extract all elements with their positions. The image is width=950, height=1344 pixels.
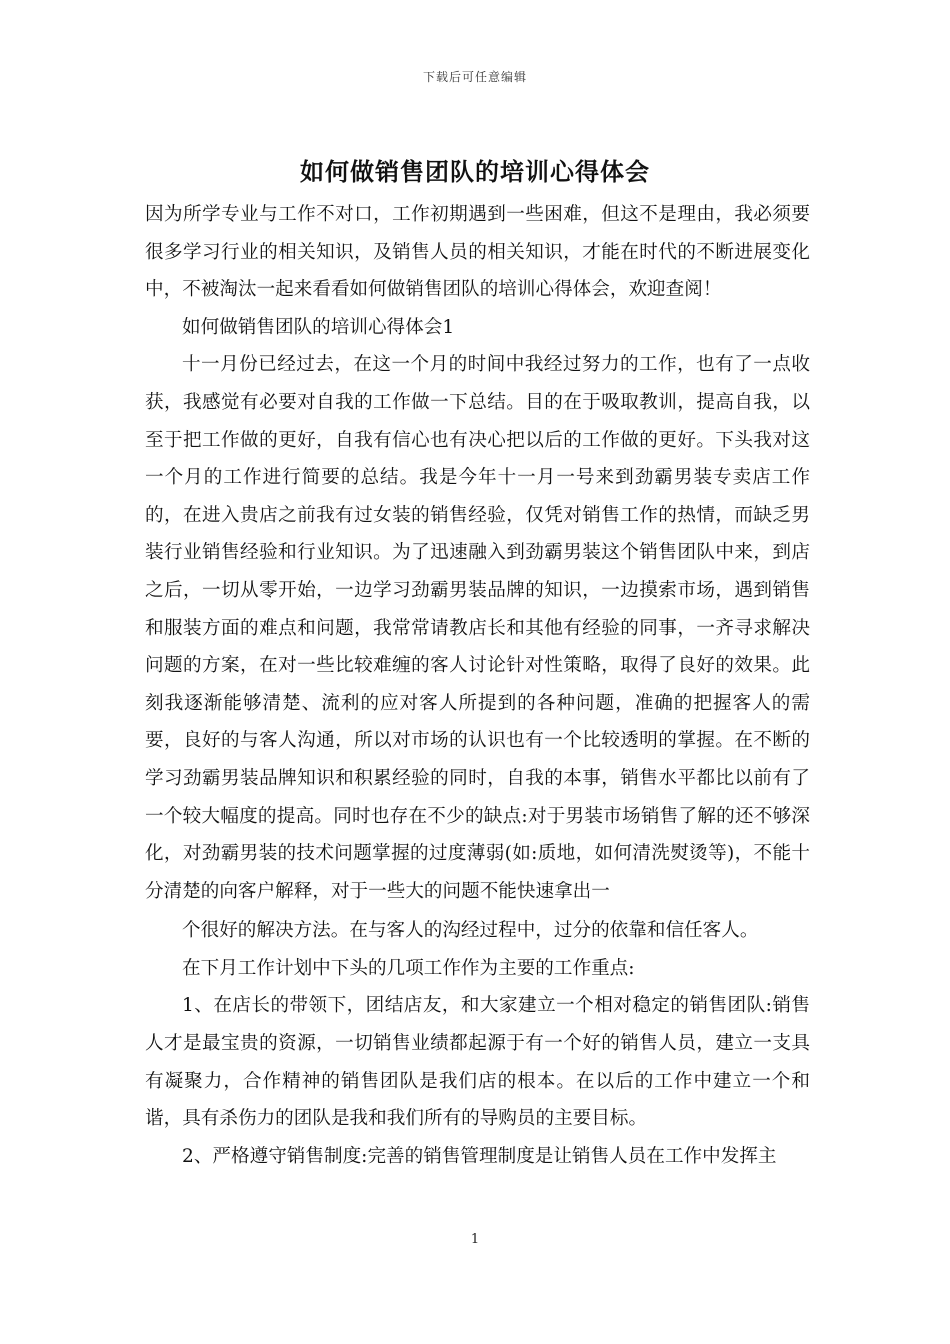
- body-paragraph: 1、在店长的带领下，团结店友，和大家建立一个相对稳定的销售团队:销售人才是最宝贵的资源，一切销售业绩都起源于有一个好的销售人员，建立一支具有凝聚力，合作精神的销售团队是我们店的根本。在以后的工作中建立一个和谐，具有杀伤力的团队是我和我们所有的导购员的主要目标。: [145, 995, 810, 1130]
- page-number: 1: [470, 1232, 480, 1247]
- document-title: 如何做销售团队的培训心得体会: [300, 157, 650, 186]
- body-paragraph: 2、严格遵守销售制度:完善的销售管理制度是让销售人员在工作中发挥主: [182, 1145, 777, 1167]
- section-heading: 如何做销售团队的培训心得体会1: [182, 316, 455, 338]
- header-note: 下载后可任意编辑: [422, 70, 527, 84]
- body-paragraph: 十一月份已经过去，在这一个月的时间中我经过努力的工作，也有了一点收获，我感觉有必要对自我的工作做一下总结。目的在于吸取教训，提高自我，以至于把工作做的更好，自我有信心也有决心把以后的工作做的更好。下头我对这一个月的工作进行简要的总结。我是今年十一月一号来到劲霸男装专卖店工作的，在进入贵店之前我有过女装的销售经验，仅凭对销售工作的热情，而缺乏男装行业销售经验和行业知识。为了迅速融入到劲霸男装这个销售团队中来，到店之后，一切从零开始，一边学习劲霸男装品牌的知识，一边摸索市场，遇到销售和服装方面的难点和问题，我常常请教店长和其他有经验的同事，一齐寻求解决问题的方案，在对一些比较难缠的客人讨论针对性策略，取得了良好的效果。此刻我逐渐能够清楚、流利的应对客人所提到的各种问题，准确的把握客人的需要，良好的与客人沟通，所以对市场的认识也有一个比较透明的掌握。在不断的学习劲霸男装品牌知识和积累经验的同时，自我的本事，销售水平都比以前有了一个较大幅度的提高。同时也存在不少的缺点:对于男装市场销售了解的还不够深化，对劲霸男装的技术问题掌握的过度薄弱(如:质地，如何清洗熨烫等)，不能十分清楚的向客户解释，对于一些大的问题不能快速拿出一: [145, 354, 810, 902]
- body-paragraph: 在下月工作计划中下头的几项工作作为主要的工作重点:: [182, 957, 635, 979]
- body-paragraph: 个很好的解决方法。在与客人的沟经过程中，过分的依靠和信任客人。: [182, 920, 759, 942]
- document-body: [145, 196, 810, 1175]
- intro-paragraph: 因为所学专业与工作不对口，工作初期遇到一些困难，但这不是理由，我必须要很多学习行业的相关知识，及销售人员的相关知识，才能在时代的不断进展变化中，不被淘汰一起来看看如何做销售团队的培训心得体会，欢迎查阅！: [145, 204, 810, 301]
